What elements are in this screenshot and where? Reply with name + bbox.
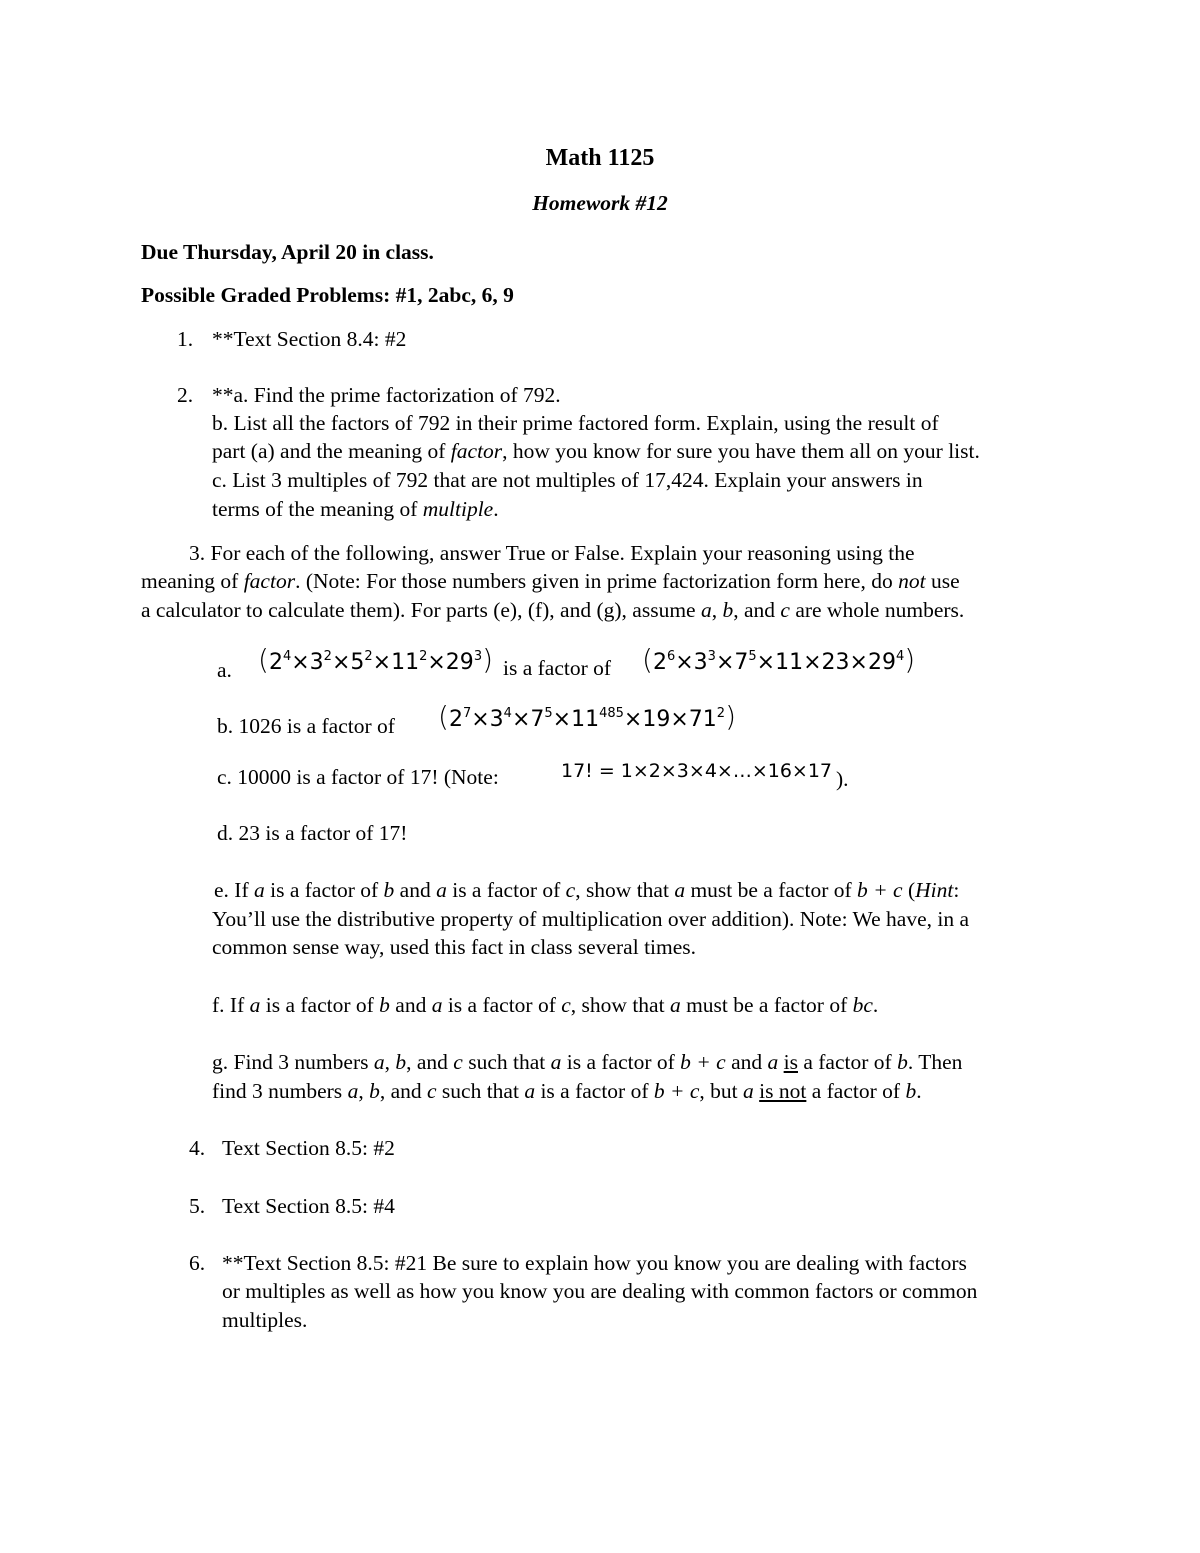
problem-4-number: 4. <box>189 1136 206 1160</box>
problem-5-text: Text Section 8.5: #4 <box>222 1194 395 1218</box>
problem-2b-line1: b. List all the factors of 792 in their prime factored form. Explain, using the result of <box>212 411 939 435</box>
problem-3b-expr: $(2^7\times 3^4\times 7^5\times 11^{485}\times 19\times 71^2)$ <box>438 700 736 733</box>
problem-3d-text: d. 23 is a factor of 17! <box>217 821 408 845</box>
problem-3e-line3: common sense way, used this fact in class several times. <box>212 935 697 959</box>
problem-3f-text: f. If a is a factor of b and a is a factor of c, show that a must be a factor of bc. <box>212 993 879 1017</box>
problem-3b-text: b. 1026 is a factor of <box>217 714 395 738</box>
problem-3g-line1: g. Find 3 numbers a, b, and c such that a is a factor of b + c and a is a factor of b. Then <box>212 1050 963 1074</box>
problem-3a-expr-left: $(2^4\times 3^2\times 5^2\times 11^2\times 29^3)$ <box>258 643 494 676</box>
problem-2b-line2: part (a) and the meaning of factor, how you know for sure you have them all on your list. <box>212 439 980 463</box>
problem-3-line3: a calculator to calculate them). For parts (e), (f), and (g), assume a, b, and c are whole numbers. <box>141 598 965 622</box>
due-date: Due Thursday, April 20 in class. <box>141 240 434 264</box>
problem-5-number: 5. <box>189 1194 206 1218</box>
problem-3e-line2: You’ll use the distributive property of multiplication over addition). Note: We have, in a <box>212 907 970 931</box>
problem-3-line1: 3. For each of the following, answer True or False. Explain your reasoning using the <box>189 541 915 565</box>
problem-4-text: Text Section 8.5: #2 <box>222 1136 395 1160</box>
problem-6-number: 6. <box>189 1251 206 1275</box>
problem-6-line3: multiples. <box>222 1308 308 1332</box>
problem-3a-label: a. <box>217 658 232 682</box>
problem-2-number: 2. <box>177 383 194 407</box>
problem-3a-mid: is a factor of <box>503 656 612 680</box>
page-title: Math 1125 <box>545 145 655 171</box>
problem-3g-line2: find 3 numbers a, b, and c such that a is a factor of b + c, but a is not a factor of b. <box>212 1079 922 1103</box>
problem-1-text: **Text Section 8.4: #2 <box>212 327 407 351</box>
problem-1-number: 1. <box>177 327 194 351</box>
problem-3c-text: c. 10000 is a factor of 17! (Note: <box>217 765 499 789</box>
problem-3c-math: 17! = 1×2×3×4×…×16×17 <box>561 760 833 782</box>
problem-6-line2: or multiples as well as how you know you are dealing with common factors or common <box>222 1279 978 1303</box>
problem-3a-expr-right: $(2^6\times 3^3\times 7^5\times 11\times 23\times 29^4)$ <box>642 643 916 676</box>
problem-3e-line1: e. If a is a factor of b and a is a factor of c, show that a must be a factor of b + c (Hint: <box>214 878 960 902</box>
problem-3c-end: ). <box>836 767 849 791</box>
problem-3-line2: meaning of factor. (Note: For those numbers given in prime factorization form here, do not use <box>141 569 960 593</box>
problem-2c-line2: terms of the meaning of multiple. <box>212 497 499 521</box>
problem-2a: **a. Find the prime factorization of 792. <box>212 383 561 407</box>
problem-6-line1: **Text Section 8.5: #21 Be sure to explain how you know you are dealing with factors <box>222 1251 967 1275</box>
graded-problems: Possible Graded Problems: #1, 2abc, 6, 9 <box>141 283 514 307</box>
problem-2c-line1: c. List 3 multiples of 792 that are not multiples of 17,424. Explain your answers in <box>212 468 923 492</box>
page-subtitle: Homework #12 <box>532 191 668 215</box>
